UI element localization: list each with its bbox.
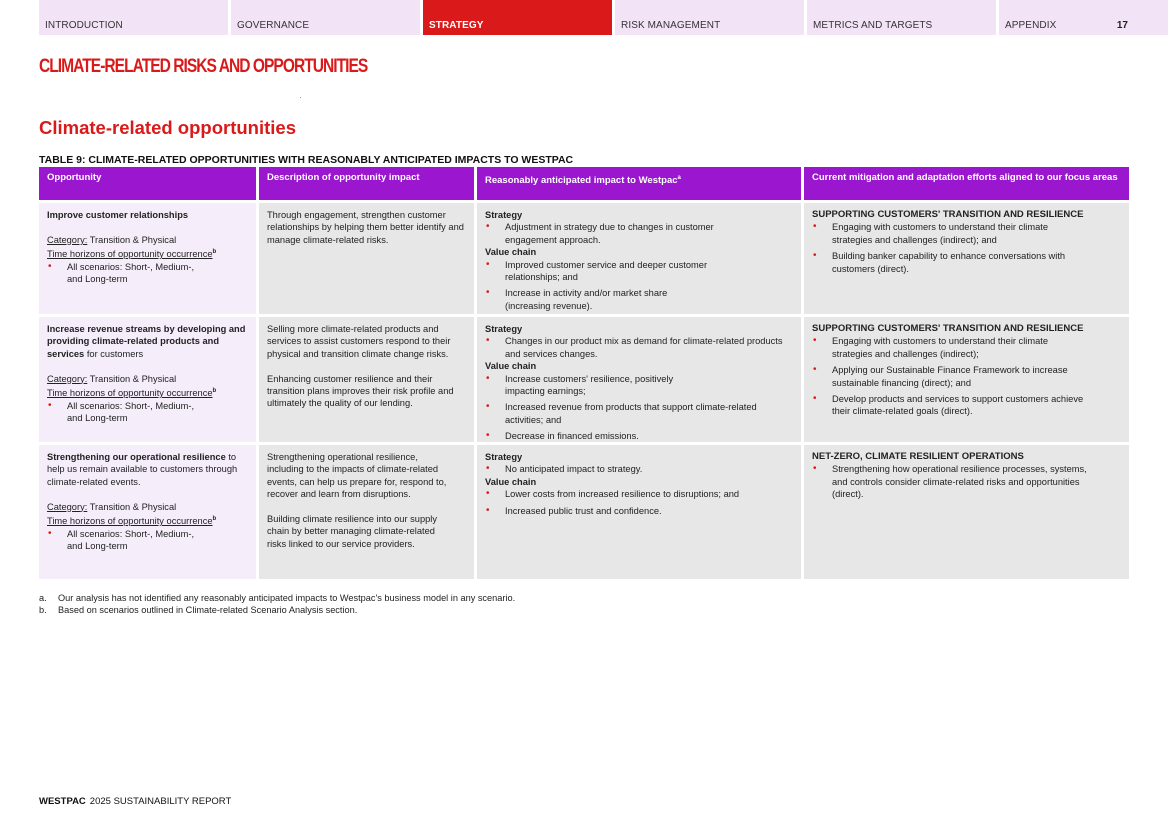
opportunity-title: Strengthening our operational resilience	[47, 452, 226, 462]
category-value: Transition & Physical	[87, 501, 177, 512]
mitigation-bullet: • Building banker capability to enhance conversations with customers (direct).	[812, 250, 1121, 275]
opportunity-detail: to help us remain available to customers through climate-related events.	[47, 452, 238, 487]
tab-appendix-label: APPENDIX	[1005, 20, 1057, 31]
strategy-bullet: • Adjustment in strategy due to changes in customer engagement approach.	[485, 221, 793, 246]
opportunity-text	[47, 323, 248, 360]
category-label: Category:	[47, 234, 88, 245]
footnote-ref-b: b	[212, 388, 217, 395]
value-chain-bullet: • Increase customers' resilience, positively impacting earnings;	[485, 373, 793, 398]
opportunities-table	[39, 167, 1129, 579]
value-chain-bullet: • Increased public trust and confidence.	[485, 505, 793, 517]
description-paragraph: Selling more climate-related products and services to assist customers respond to their physical and transition climate change risks.	[267, 324, 451, 359]
opportunity-text	[47, 209, 248, 221]
value-chain-bullet: • Lower costs from increased resilience to disruptions; and	[485, 488, 793, 500]
time-horizons-label: Time horizons of opportunity occurrence	[47, 249, 213, 260]
footnotes	[39, 592, 515, 617]
category-label: Category:	[47, 373, 88, 384]
mitigation-bullet: • Strengthening how operational resilience processes, systems, and controls consider climate-related risks and opportunities (direct).	[812, 463, 1121, 500]
mitigation-cell	[804, 317, 1129, 442]
time-horizons-line	[47, 513, 248, 528]
table-header-row	[39, 167, 1129, 200]
strategy-bullet: • No anticipated impact to strategy.	[485, 463, 793, 475]
table-row	[39, 314, 1129, 442]
page-subtitle: Climate-related opportunities	[39, 117, 296, 138]
impact-cell	[477, 445, 804, 579]
section-title: CLIMATE-RELATED RISKS AND OPPORTUNITIES	[39, 56, 368, 77]
value-chain-bullet: • Increase in activity and/or market share (increasing revenue).	[485, 287, 793, 312]
top-navigation	[39, 0, 1168, 35]
opportunity-detail: for customers	[84, 348, 144, 359]
strategy-label: Strategy	[485, 210, 523, 220]
category-label: Category:	[47, 501, 88, 512]
horizon-bullet: • All scenarios: Short-, Medium-, and Long-term	[47, 261, 248, 286]
mitigation-focus-area: SUPPORTING CUSTOMERS' TRANSITION AND RESILIENCE	[812, 209, 1084, 220]
time-horizons-label: Time horizons of opportunity occurrence	[47, 388, 213, 399]
category-line	[47, 234, 248, 246]
tab-introduction[interactable]: INTRODUCTION	[39, 0, 228, 35]
header-mitigation: Current mitigation and adaptation efforts aligned to our focus areas	[804, 167, 1129, 200]
value-chain-bullet: • Increased revenue from products that support climate-related activities; and	[485, 401, 793, 426]
table-caption: TABLE 9: CLIMATE-RELATED OPPORTUNITIES WITH REASONABLY ANTICIPATED IMPACTS TO WESTPAC	[39, 154, 574, 166]
time-horizons-line	[47, 385, 248, 400]
description-cell	[259, 317, 477, 442]
strategy-label: Strategy	[485, 452, 523, 462]
category-value: Transition & Physical	[87, 234, 177, 245]
description-paragraph: Enhancing customer resilience and their transition plans improves their risk profile and ultimately the quality of our lending.	[267, 373, 454, 409]
description-paragraph: Building climate resilience into our supply chain by better managing climate-related risks linked to our service providers.	[267, 514, 438, 549]
opportunity-title: Increase revenue streams by developing and providing climate-related products and services	[47, 324, 246, 359]
description-paragraph: Through engagement, strengthen customer relationships by helping them better identify and manage climate-related risks.	[267, 210, 464, 245]
header-description: Description of opportunity impact	[259, 167, 477, 200]
footnote	[39, 592, 515, 604]
tab-strategy[interactable]: STRATEGY	[423, 0, 612, 35]
mitigation-focus-area: SUPPORTING CUSTOMERS' TRANSITION AND RESILIENCE	[812, 323, 1084, 334]
horizon-bullet: • All scenarios: Short-, Medium-, and Long-term	[47, 528, 248, 553]
mitigation-focus-area: NET-ZERO, CLIMATE RESILIENT OPERATIONS	[812, 451, 1024, 462]
category-line	[47, 373, 248, 385]
opportunity-cell	[39, 317, 259, 442]
mitigation-cell	[804, 445, 1129, 579]
mitigation-bullet: • Engaging with customers to understand their climate strategies and challenges (indirect); and	[812, 221, 1121, 246]
opportunity-cell	[39, 203, 259, 314]
opportunity-text	[47, 451, 248, 488]
tab-governance[interactable]: GOVERNANCE	[231, 0, 420, 35]
footer-report-title: 2025 SUSTAINABILITY REPORT	[89, 796, 232, 807]
footnote-key: a.	[39, 593, 47, 603]
decorative-dot	[300, 97, 301, 98]
table-row	[39, 200, 1129, 314]
footnote-ref-b: b	[212, 249, 217, 256]
header-impact-label: Reasonably anticipated impact to Westpac	[485, 175, 678, 187]
header-opportunity: Opportunity	[39, 167, 259, 200]
time-horizons-line	[47, 246, 248, 261]
mitigation-cell	[804, 203, 1129, 314]
page-footer	[39, 796, 231, 807]
mitigation-bullet: • Engaging with customers to understand their climate strategies and challenges (indirect);	[812, 335, 1121, 360]
value-chain-label: Value chain	[485, 476, 537, 487]
category-line	[47, 501, 248, 513]
mitigation-bullet: • Develop products and services to support customers achieve their climate-related goals (direct).	[812, 393, 1121, 418]
time-horizons-label: Time horizons of opportunity occurrence	[47, 516, 213, 527]
opportunity-cell	[39, 445, 259, 579]
strategy-bullet: • Changes in our product mix as demand for climate-related products and services changes.	[485, 335, 793, 360]
strategy-label: Strategy	[485, 324, 523, 334]
value-chain-label: Value chain	[485, 247, 537, 258]
footnote-key: b.	[39, 605, 47, 616]
value-chain-bullet: • Improved customer service and deeper customer relationships; and	[485, 259, 793, 284]
footnote	[39, 604, 515, 616]
impact-cell	[477, 317, 804, 442]
opportunity-title: Improve customer relationships	[47, 210, 189, 220]
description-paragraph: Strengthening operational resilience, including to the impacts of climate-related events, can help us prepare for, respond to, recover and learn from disruptions.	[267, 452, 447, 500]
page-number: 17	[1116, 20, 1128, 31]
footnote-text: Based on scenarios outlined in Climate-related Scenario Analysis section.	[58, 605, 358, 616]
table-row	[39, 442, 1129, 579]
value-chain-label: Value chain	[485, 361, 537, 372]
value-chain-bullet: • Decrease in financed emissions.	[485, 430, 793, 442]
tab-risk-management[interactable]: RISK MANAGEMENT	[615, 0, 804, 35]
footnote-ref-b: b	[212, 516, 217, 523]
footnote-ref-a: a	[677, 175, 681, 181]
footer-brand: WESTPAC	[39, 796, 86, 807]
header-impact	[477, 167, 804, 200]
impact-cell	[477, 203, 804, 314]
mitigation-bullet: • Applying our Sustainable Finance Framework to increase sustainable financing (direct); and	[812, 364, 1121, 389]
description-cell	[259, 203, 477, 314]
description-cell	[259, 445, 477, 579]
horizon-bullet: • All scenarios: Short-, Medium-, and Long-term	[47, 400, 248, 425]
category-value: Transition & Physical	[87, 373, 177, 384]
tab-appendix[interactable]	[999, 0, 1168, 35]
footnote-text: Our analysis has not identified any reasonably anticipated impacts to Westpac's business model in any scenario.	[58, 593, 516, 603]
tab-metrics-and-targets[interactable]: METRICS AND TARGETS	[807, 0, 996, 35]
